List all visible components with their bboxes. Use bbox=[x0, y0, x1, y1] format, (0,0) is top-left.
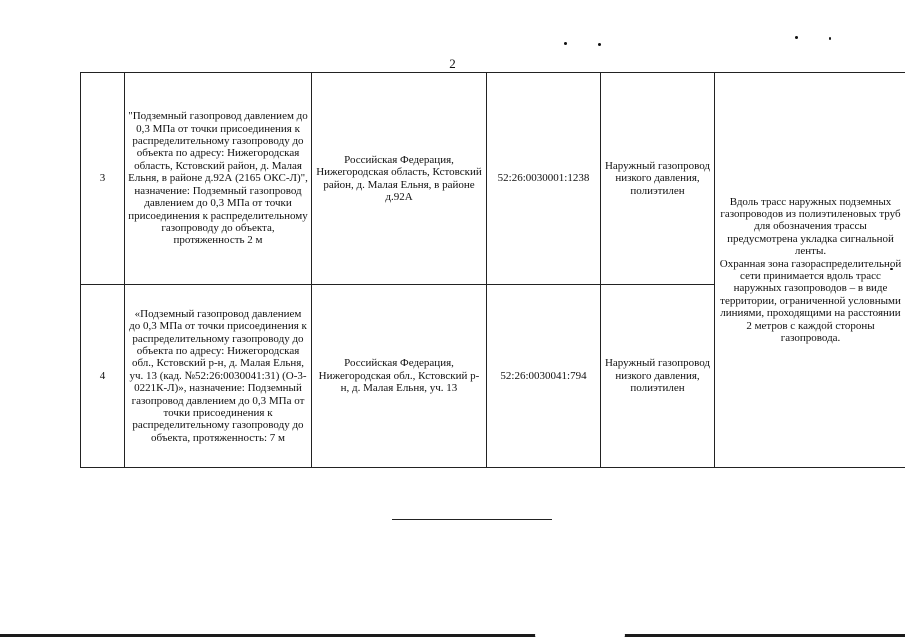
cadastral-number: 52:26:0030001:1238 bbox=[487, 73, 601, 285]
objects-table bbox=[80, 72, 905, 468]
scan-edge-gap bbox=[535, 630, 625, 640]
table-row bbox=[81, 73, 905, 285]
row-number: 4 bbox=[81, 285, 125, 468]
scan-speck bbox=[829, 37, 831, 40]
scan-edge-bar bbox=[0, 632, 905, 640]
object-type: Наружный газопровод низкого давления, полиэтилен bbox=[601, 285, 715, 468]
object-name: "Подземный газопровод давлением до 0,3 МПа от точки присоединения к распределительному газопроводу до объекта по адресу: Нижегородская область, Кстовский район, д. Малая Ельня, в районе д.92А (2165 ОКС-Л)", назначение: Подземный газопровод давлением до 0,3 МПа от точки присоединения к распределительному газопроводу до объекта, протяженность 2 м bbox=[125, 73, 312, 285]
closing-line bbox=[392, 519, 552, 520]
object-address: Российская Федерация, Нижегородская обл., Кстовский р-н, д. Малая Ельня, уч. 13 bbox=[312, 285, 487, 468]
object-type: Наружный газопровод низкого давления, полиэтилен bbox=[601, 73, 715, 285]
scan-speck bbox=[564, 42, 567, 45]
object-address: Российская Федерация, Нижегородская область, Кстовский район, д. Малая Ельня, в районе д.92А bbox=[312, 73, 487, 285]
page-number: 2 bbox=[449, 56, 456, 71]
cadastral-number: 52:26:0030041:794 bbox=[487, 285, 601, 468]
row-number: 3 bbox=[81, 73, 125, 285]
object-name: «Подземный газопровод давлением до 0,3 МПа от точки присоединения к распределительному газопроводу до объекта по адресу: Нижегородская обл., Кстовский р-н, д. Малая Ельня, уч. 13 (кад. №52:26:0030041:31) (О-3-0221К-Л)», назначение: Подземный газопровод давлением до 0,3 МПа от точки присоединения к распределительному газопроводу до объекта, протяженность: 7 м bbox=[125, 285, 312, 468]
scan-speck bbox=[598, 43, 601, 46]
encumbrance-description bbox=[715, 73, 905, 468]
scan-speck bbox=[795, 36, 798, 39]
encumbrance-text: Вдоль трасс наружных подземных газопроводов из полиэтиленовых труб для обозначения трассы предусмотрена укладка сигнальной ленты. Охранная зона газораспределительной сети принимается вдоль трасс наружных газопроводов – в виде территории, ограниченной условными линиями, проходящими на расстоянии 2 метров с каждой стороны газопровода. bbox=[719, 195, 902, 345]
